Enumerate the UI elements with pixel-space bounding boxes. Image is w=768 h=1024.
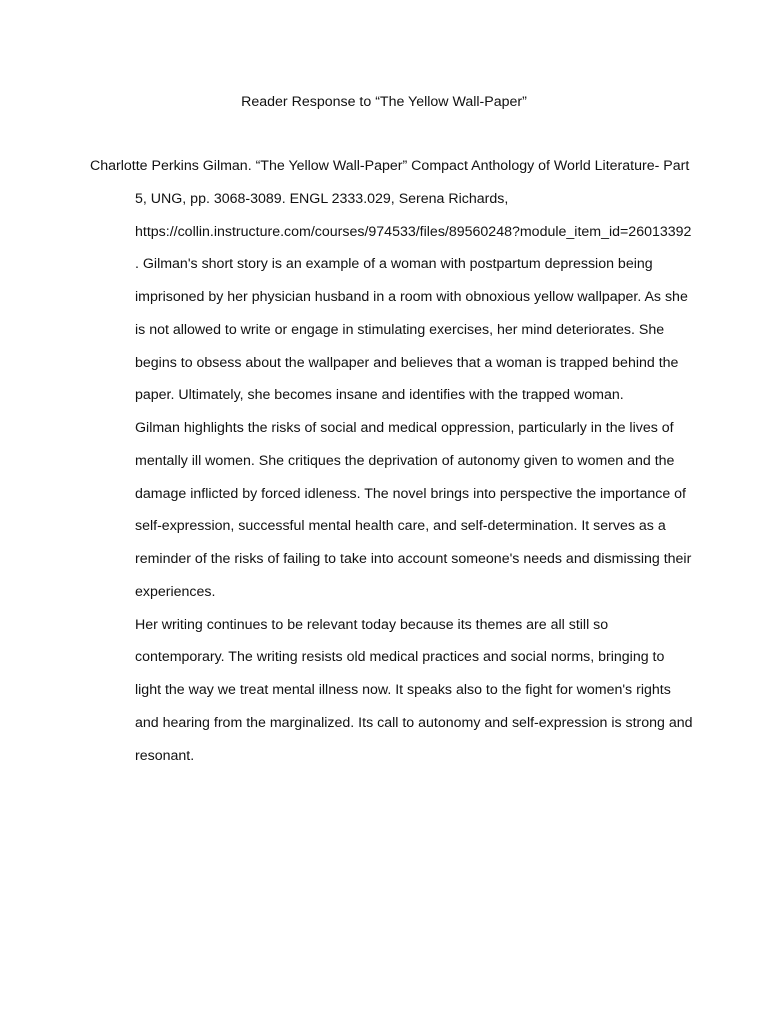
analysis-line-2: mentally ill women. She critiques the deprivation of autonomy given to women and the <box>135 452 675 469</box>
summary-line-5: paper. Ultimately, she becomes insane and identifies with the trapped woman. <box>135 387 624 404</box>
relevance-line-4: and hearing from the marginalized. Its call to autonomy and self-expression is strong and <box>135 714 693 731</box>
citation-line-1: Charlotte Perkins Gilman. “The Yellow Wall-Paper” Compact Anthology of World Literature- Part <box>90 158 690 174</box>
summary-line-3: is not allowed to write or engage in stimulating exercises, her mind deteriorates. She <box>135 321 665 338</box>
relevance-line-1: Her writing continues to be relevant today because its themes are all still so <box>135 616 609 633</box>
analysis-line-4: self-expression, successful mental health care, and self-determination. It serves as a <box>135 518 666 535</box>
summary-line-2: imprisoned by her physician husband in a room with obnoxious yellow wallpaper. As she <box>135 289 688 305</box>
document-body <box>90 157 693 779</box>
summary-line-4: begins to obsess about the wallpaper and believes that a woman is trapped behind the <box>135 354 679 371</box>
analysis-line-6: experiences. <box>135 583 216 600</box>
relevance-line-3: light the way we treat mental illness now. It speaks also to the fight for women's rights <box>135 682 671 698</box>
analysis-line-1: Gilman highlights the risks of social and medical oppression, particularly in the lives of <box>135 420 674 436</box>
analysis-line-3: damage inflicted by forced idleness. The novel brings into perspective the importance of <box>135 485 686 502</box>
document-title: Reader Response to “The Yellow Wall-Paper” <box>241 94 527 110</box>
citation-url-line: https://collin.instructure.com/courses/974533/files/89560248?module_item_id=26013392 <box>135 223 692 240</box>
summary-line-1: . Gilman's short story is an example of a woman with postpartum depression being <box>135 256 653 273</box>
relevance-line-5: resonant. <box>135 747 195 764</box>
analysis-line-5: reminder of the risks of failing to take into account someone's needs and dismissing their <box>135 551 692 567</box>
citation-line-2: 5, UNG, pp. 3068-3089. ENGL 2333.029, Serena Richards, <box>135 190 509 207</box>
relevance-line-2: contemporary. The writing resists old medical practices and social norms, bringing to <box>135 649 665 666</box>
